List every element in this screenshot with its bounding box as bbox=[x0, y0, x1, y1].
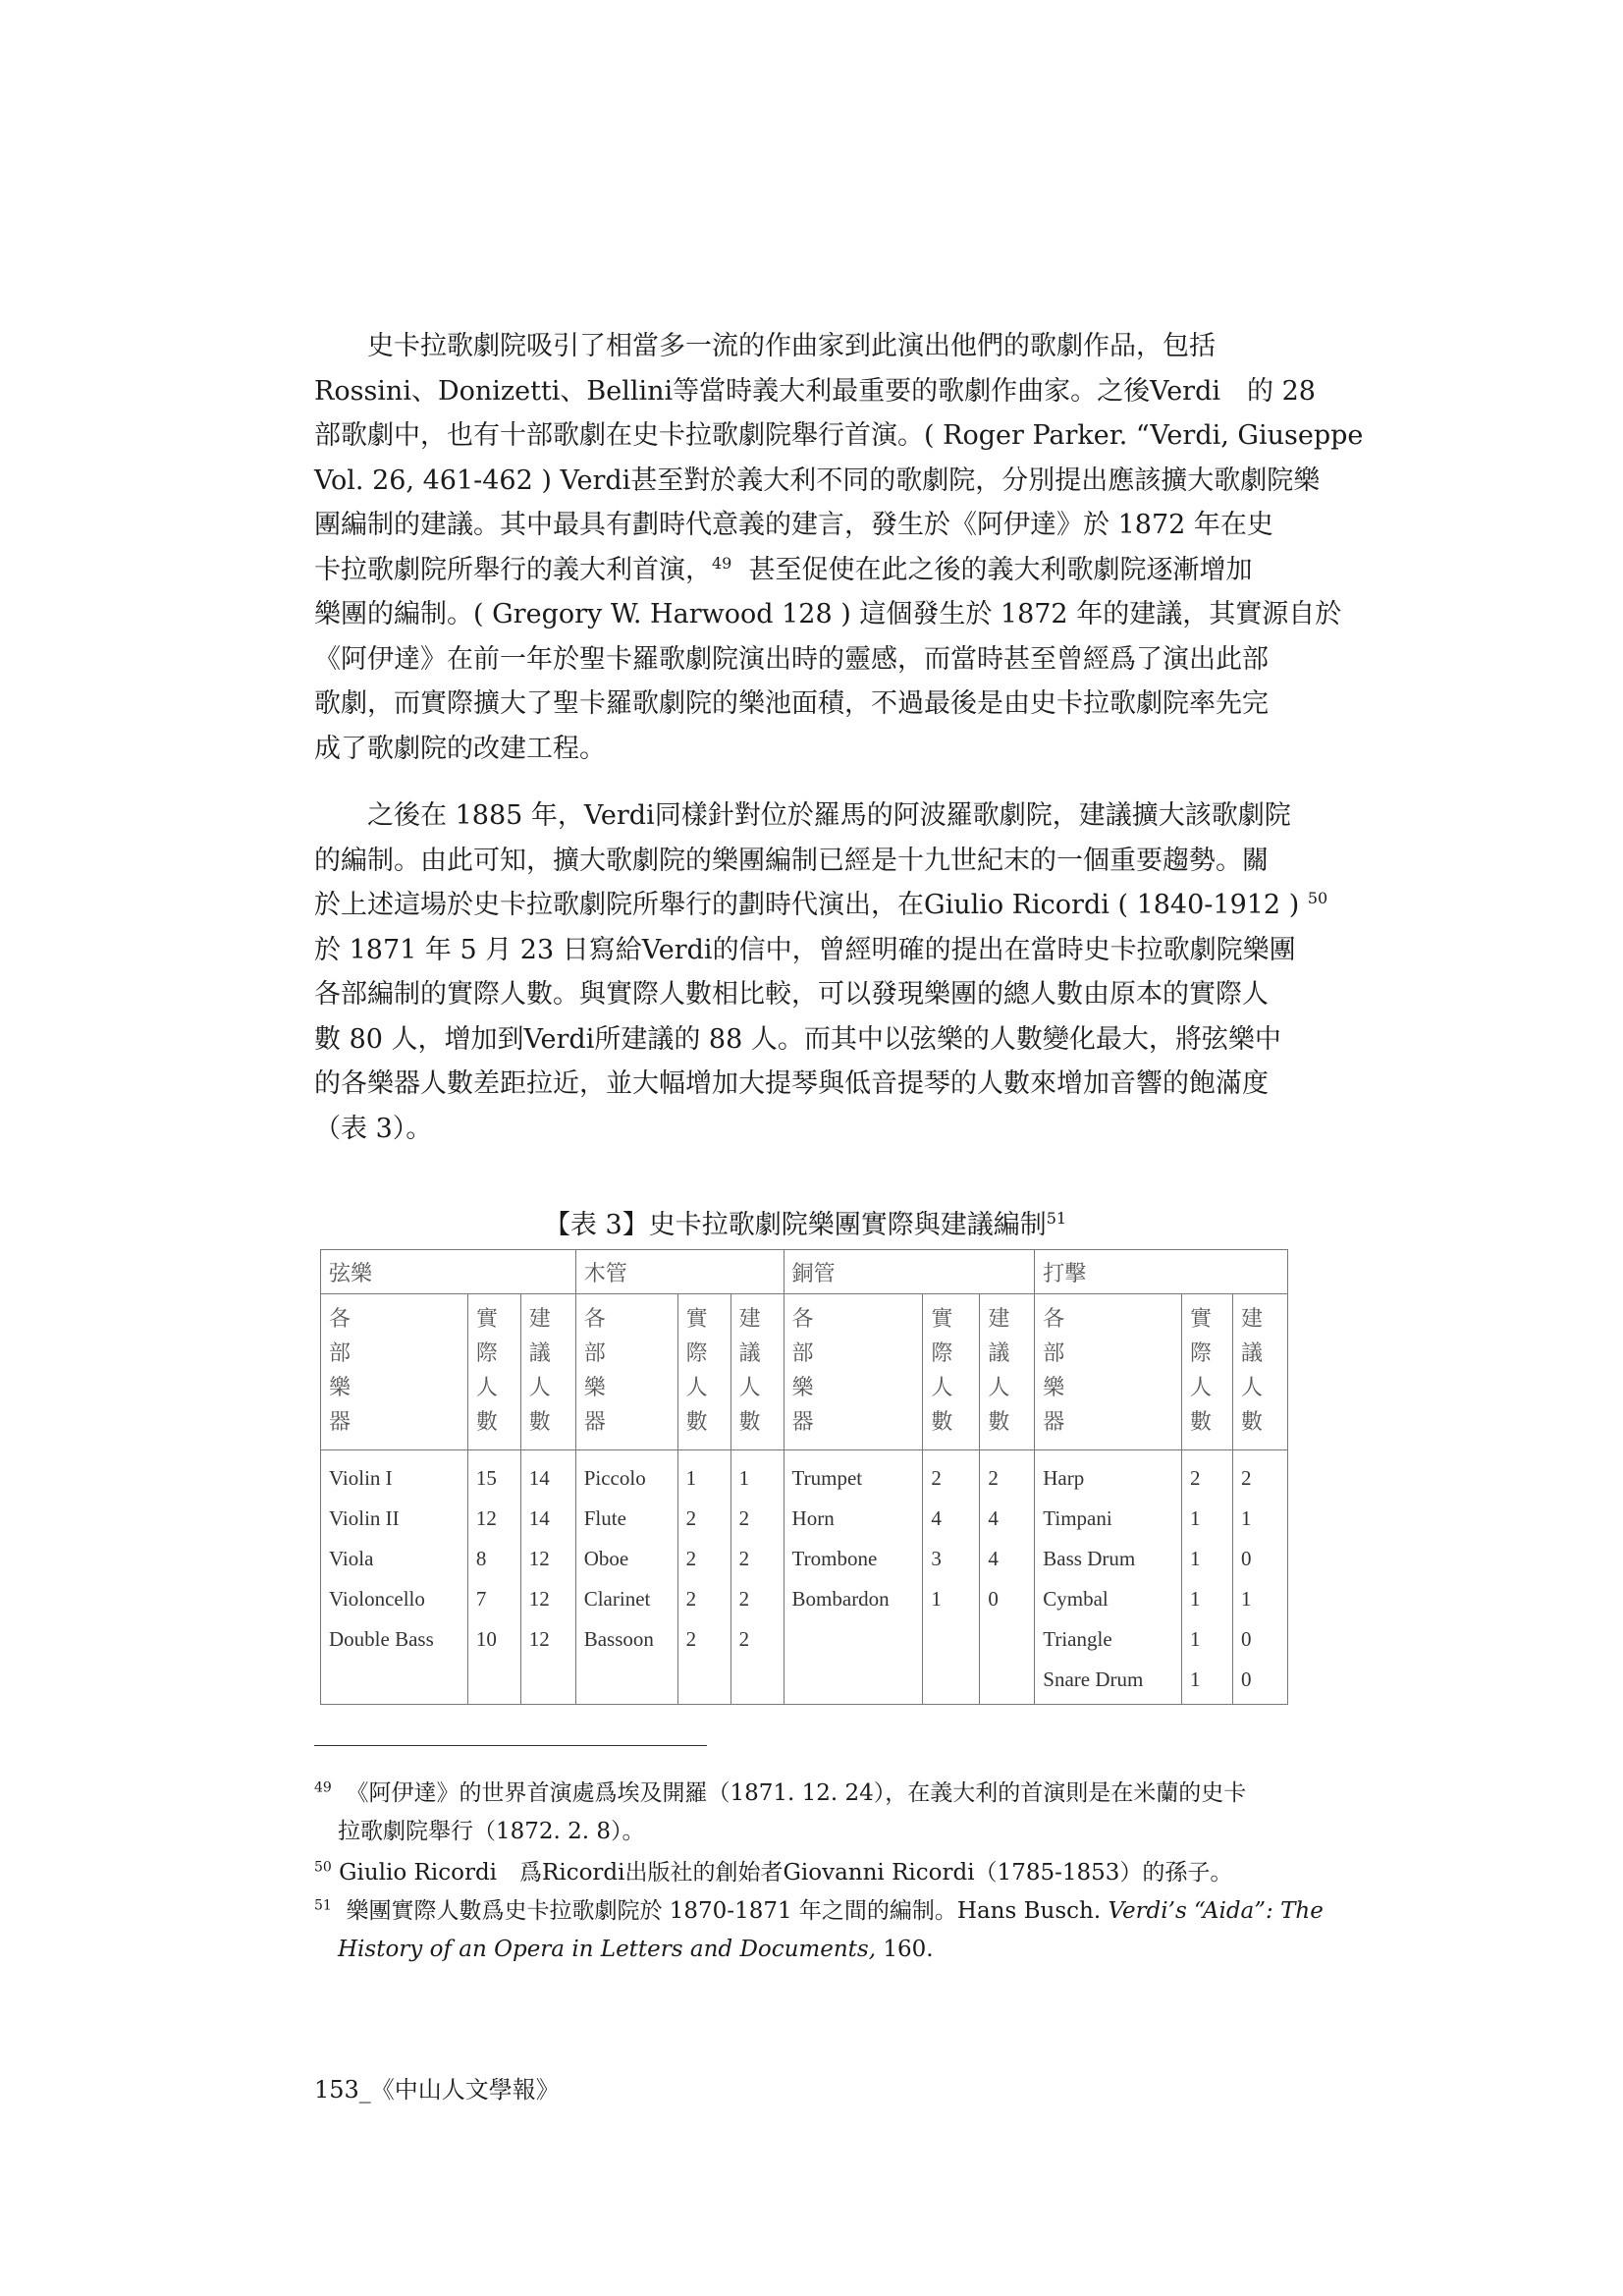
proposed-count-cell: 1 bbox=[1232, 1499, 1287, 1539]
header-char: 樂 bbox=[583, 1376, 606, 1400]
header-char: 各 bbox=[1043, 1307, 1065, 1332]
actual-count-cell: 12 bbox=[467, 1499, 520, 1539]
proposed-count-cell: 1 bbox=[1232, 1579, 1287, 1619]
header-char: 樂 bbox=[1043, 1376, 1065, 1400]
proposed-count-cell: 2 bbox=[730, 1539, 784, 1579]
actual-count-cell: 8 bbox=[467, 1539, 520, 1579]
header-char: 際 bbox=[931, 1341, 953, 1366]
header-char: 部 bbox=[329, 1341, 352, 1366]
actual-count-cell: 4 bbox=[923, 1499, 980, 1539]
header-char: 數 bbox=[988, 1410, 1010, 1435]
text-line: （表 3）。 bbox=[314, 1113, 433, 1144]
head-instrument bbox=[321, 1294, 468, 1450]
head-proposed bbox=[980, 1294, 1035, 1450]
text-line: 歌劇，而實際擴大了聖卡羅歌劇院的樂池面積，不過最後是由史卡拉歌劇院率先完 bbox=[314, 688, 1269, 719]
header-char: 數 bbox=[1190, 1410, 1213, 1435]
actual-count-cell bbox=[677, 1660, 730, 1705]
table-row bbox=[321, 1579, 1288, 1619]
header-char: 建 bbox=[738, 1307, 761, 1332]
header-char: 實 bbox=[1190, 1307, 1213, 1332]
header-char: 實 bbox=[685, 1307, 708, 1332]
proposed-count-cell: 0 bbox=[1232, 1619, 1287, 1660]
text-line bbox=[314, 883, 1328, 928]
footnote-line bbox=[314, 1892, 1324, 1931]
actual-count-cell bbox=[923, 1619, 980, 1660]
footnote-text: 《阿伊達》的世界首演處爲埃及開羅（1871. 12. 24），在義大利的首演則是在米蘭的史卡 bbox=[346, 1780, 1247, 1806]
header-char: 議 bbox=[988, 1341, 1010, 1366]
instrument-cell: Violin I bbox=[321, 1450, 468, 1500]
text-line: 各部編制的實際人數。與實際人數相比較，可以發現樂團的總人數由原本的實際人 bbox=[314, 979, 1269, 1010]
instrument-cell: Cymbal bbox=[1035, 1579, 1182, 1619]
header-char: 部 bbox=[791, 1341, 814, 1366]
footnote-number: 51 bbox=[314, 1897, 332, 1914]
proposed-count-cell: 2 bbox=[980, 1450, 1035, 1500]
text-line: 的編制。由此可知，擴大歌劇院的樂團編制已經是十九世紀末的一個重要趨勢。關 bbox=[314, 845, 1269, 876]
text-line bbox=[314, 548, 1296, 593]
header-char: 部 bbox=[583, 1341, 606, 1366]
footnote-line bbox=[314, 1931, 1296, 1969]
table-data bbox=[321, 1450, 1288, 1705]
paragraph-1 bbox=[314, 324, 1364, 771]
instrument-cell bbox=[784, 1619, 923, 1660]
head-instrument bbox=[1035, 1294, 1182, 1450]
table-row bbox=[321, 1499, 1288, 1539]
actual-count-cell: 2 bbox=[1182, 1450, 1233, 1500]
header-char: 人 bbox=[475, 1376, 498, 1400]
group-woodwinds: 木管 bbox=[575, 1250, 784, 1294]
proposed-count-cell: 12 bbox=[520, 1619, 575, 1660]
head-instrument bbox=[784, 1294, 923, 1450]
footnote-49 bbox=[314, 1775, 1296, 1851]
footnote-50 bbox=[314, 1854, 1296, 1892]
instrument-cell bbox=[575, 1660, 677, 1705]
book-title: History of an Opera in Letters and Documents, bbox=[338, 1937, 877, 1962]
header-char: 建 bbox=[988, 1307, 1010, 1332]
header-char: 器 bbox=[1043, 1410, 1065, 1435]
instrument-cell: Trombone bbox=[784, 1539, 923, 1579]
paragraph-2 bbox=[314, 793, 1328, 1151]
instrument-cell: Horn bbox=[784, 1499, 923, 1539]
table-row bbox=[321, 1619, 1288, 1660]
footnote-number: 50 bbox=[314, 1859, 332, 1876]
head-instrument bbox=[575, 1294, 677, 1450]
text-segment: 於上述這場於史卡拉歌劇院所舉行的劃時代演出，在Giulio Ricordi ( 1840-1912 ) bbox=[314, 890, 1300, 920]
actual-count-cell: 3 bbox=[923, 1539, 980, 1579]
actual-count-cell: 1 bbox=[1182, 1660, 1233, 1705]
table-caption-text: 【表 3】史卡拉歌劇院樂團實際與建議編制 bbox=[543, 1210, 1047, 1240]
instrument-cell: Oboe bbox=[575, 1539, 677, 1579]
header-char: 人 bbox=[931, 1376, 953, 1400]
header-char: 際 bbox=[1190, 1341, 1213, 1366]
proposed-count-cell bbox=[730, 1660, 784, 1705]
proposed-count-cell: 0 bbox=[980, 1579, 1035, 1619]
footnote-number: 49 bbox=[314, 1779, 332, 1796]
actual-count-cell: 2 bbox=[677, 1579, 730, 1619]
table-row bbox=[321, 1660, 1288, 1705]
actual-count-cell bbox=[467, 1660, 520, 1705]
head-actual bbox=[923, 1294, 980, 1450]
proposed-count-cell bbox=[520, 1660, 575, 1705]
text-line: 數 80 人，增加到Verdi所建議的 88 人。而其中以弦樂的人數變化最大，將弦樂中 bbox=[314, 1023, 1281, 1055]
header-char: 器 bbox=[329, 1410, 352, 1435]
header-char: 人 bbox=[685, 1376, 708, 1400]
head-proposed bbox=[1232, 1294, 1287, 1450]
actual-count-cell: 2 bbox=[677, 1499, 730, 1539]
group-strings: 弦樂 bbox=[321, 1250, 576, 1294]
instrument-cell: Double Bass bbox=[321, 1619, 468, 1660]
actual-count-cell: 1 bbox=[923, 1579, 980, 1619]
instrument-cell: Trumpet bbox=[784, 1450, 923, 1500]
header-char: 數 bbox=[528, 1410, 551, 1435]
text-line: Rossini、Donizetti、Bellini等當時義大利最重要的歌劇作曲家。之後Verdi 的 28 bbox=[314, 375, 1316, 407]
actual-count-cell: 1 bbox=[1182, 1619, 1233, 1660]
proposed-count-cell: 0 bbox=[1232, 1660, 1287, 1705]
proposed-count-cell: 14 bbox=[520, 1450, 575, 1500]
proposed-count-cell bbox=[980, 1619, 1035, 1660]
instrument-cell: Violoncello bbox=[321, 1579, 468, 1619]
instrument-cell: Harp bbox=[1035, 1450, 1182, 1500]
header-char: 人 bbox=[1190, 1376, 1213, 1400]
proposed-count-cell: 2 bbox=[730, 1499, 784, 1539]
instrument-cell bbox=[321, 1660, 468, 1705]
header-char: 器 bbox=[583, 1410, 606, 1435]
header-char: 際 bbox=[475, 1341, 498, 1366]
instrument-cell: Viola bbox=[321, 1539, 468, 1579]
header-char: 建 bbox=[1240, 1307, 1263, 1332]
page-footer: 153_《中山人文學報》 bbox=[314, 2076, 560, 2104]
column-header-row bbox=[321, 1294, 1288, 1450]
header-char: 議 bbox=[1240, 1341, 1263, 1366]
instrument-cell: Bassoon bbox=[575, 1619, 677, 1660]
proposed-count-cell: 12 bbox=[520, 1579, 575, 1619]
header-char: 部 bbox=[1043, 1341, 1065, 1366]
instrument-cell bbox=[784, 1660, 923, 1705]
proposed-count-cell bbox=[980, 1660, 1035, 1705]
proposed-count-cell: 14 bbox=[520, 1499, 575, 1539]
header-char: 議 bbox=[528, 1341, 551, 1366]
footnote-text: 樂團實際人數爲史卡拉歌劇院於 1870-1871 年之間的編制。Hans Busch. bbox=[346, 1898, 1109, 1924]
header-char: 建 bbox=[528, 1307, 551, 1332]
head-proposed bbox=[730, 1294, 784, 1450]
group-percussion: 打擊 bbox=[1035, 1250, 1288, 1294]
actual-count-cell: 1 bbox=[1182, 1539, 1233, 1579]
table-caption bbox=[314, 1203, 1296, 1241]
footnote-line: 拉歌劇院舉行（1872. 2. 8）。 bbox=[338, 1819, 645, 1844]
header-char: 數 bbox=[475, 1410, 498, 1435]
instrument-cell: Snare Drum bbox=[1035, 1660, 1182, 1705]
header-char: 器 bbox=[791, 1410, 814, 1435]
head-actual bbox=[1182, 1294, 1233, 1450]
footnote-ref-50[interactable]: 50 bbox=[1307, 889, 1328, 907]
header-char: 實 bbox=[475, 1307, 498, 1332]
text-line: 團編制的建議。其中最具有劃時代意義的建言，發生於《阿伊達》於 1872 年在史 bbox=[314, 510, 1273, 540]
footnote-divider bbox=[314, 1745, 707, 1746]
header-char: 數 bbox=[685, 1410, 708, 1435]
instrument-cell: Bass Drum bbox=[1035, 1539, 1182, 1579]
header-char: 議 bbox=[738, 1341, 761, 1366]
header-char: 各 bbox=[583, 1307, 606, 1332]
header-char: 各 bbox=[791, 1307, 814, 1332]
proposed-count-cell: 2 bbox=[730, 1579, 784, 1619]
footnote-text: 160. bbox=[876, 1937, 934, 1962]
text-line: 樂團的編制。( Gregory W. Harwood 128 ) 這個發生於 1872 年的建議，其實源自於 bbox=[314, 599, 1342, 629]
header-char: 各 bbox=[329, 1307, 352, 1332]
actual-count-cell: 2 bbox=[923, 1450, 980, 1500]
instrument-cell: Violin II bbox=[321, 1499, 468, 1539]
text-segment: 卡拉歌劇院所舉行的義大利首演， bbox=[314, 554, 712, 585]
group-brass: 銅管 bbox=[784, 1250, 1035, 1294]
proposed-count-cell: 2 bbox=[730, 1619, 784, 1660]
header-char: 人 bbox=[738, 1376, 761, 1400]
header-char: 實 bbox=[931, 1307, 953, 1332]
proposed-count-cell: 2 bbox=[1232, 1450, 1287, 1500]
footnote-line bbox=[314, 1775, 1296, 1813]
actual-count-cell: 2 bbox=[677, 1539, 730, 1579]
book-title: Verdi’s “Aida”: The bbox=[1108, 1898, 1324, 1924]
footnote-ref-49[interactable]: 49 bbox=[712, 553, 732, 573]
instrument-cell: Bombardon bbox=[784, 1579, 923, 1619]
instrument-cell: Triangle bbox=[1035, 1619, 1182, 1660]
actual-count-cell: 1 bbox=[677, 1450, 730, 1500]
text-line: Vol. 26, 461-462 ) Verdi甚至對於義大利不同的歌劇院，分別提出應該擴大歌劇院樂 bbox=[314, 465, 1321, 496]
head-actual bbox=[467, 1294, 520, 1450]
text-line: 《阿伊達》在前一年於聖卡羅歌劇院演出時的靈感，而當時甚至曾經爲了演出此部 bbox=[314, 643, 1269, 675]
header-char: 際 bbox=[685, 1341, 708, 1366]
actual-count-cell: 2 bbox=[677, 1619, 730, 1660]
text-line: 於 1871 年 5 月 23 日寫給Verdi的信中，曾經明確的提出在當時史卡拉歌劇院樂團 bbox=[314, 934, 1296, 965]
footnote-51 bbox=[314, 1892, 1324, 1969]
actual-count-cell: 15 bbox=[467, 1450, 520, 1500]
proposed-count-cell: 4 bbox=[980, 1499, 1035, 1539]
head-proposed bbox=[520, 1294, 575, 1450]
instrument-cell: Clarinet bbox=[575, 1579, 677, 1619]
actual-count-cell: 1 bbox=[1182, 1499, 1233, 1539]
header-char: 數 bbox=[1240, 1410, 1263, 1435]
header-char: 人 bbox=[1240, 1376, 1263, 1400]
head-actual bbox=[677, 1294, 730, 1450]
footnote-line bbox=[314, 1854, 1296, 1892]
proposed-count-cell: 1 bbox=[730, 1450, 784, 1500]
text-line: 的各樂器人數差距拉近，並大幅增加大提琴與低音提琴的人數來增加音響的飽滿度 bbox=[314, 1068, 1269, 1099]
actual-count-cell: 7 bbox=[467, 1579, 520, 1619]
text-segment: 甚至促使在此之後的義大利歌劇院逐漸增加 bbox=[748, 554, 1253, 585]
instrument-cell: Flute bbox=[575, 1499, 677, 1539]
header-char: 數 bbox=[738, 1410, 761, 1435]
proposed-count-cell: 4 bbox=[980, 1539, 1035, 1579]
header-char: 數 bbox=[931, 1410, 953, 1435]
instrument-cell: Piccolo bbox=[575, 1450, 677, 1500]
table-row bbox=[321, 1539, 1288, 1579]
header-char: 樂 bbox=[791, 1376, 814, 1400]
text-line: 史卡拉歌劇院吸引了相當多一流的作曲家到此演出他們的歌劇作品，包括 bbox=[367, 331, 1216, 361]
proposed-count-cell: 12 bbox=[520, 1539, 575, 1579]
footnote-text: Giulio Ricordi 爲Ricordi出版社的創始者Giovanni Ricordi（1785-1853）的孫子。 bbox=[339, 1860, 1233, 1886]
text-line: 之後在 1885 年，Verdi同樣針對位於羅馬的阿波羅歌劇院，建議擴大該歌劇院 bbox=[367, 800, 1291, 831]
table-row bbox=[321, 1450, 1288, 1500]
text-line: 部歌劇中，也有十部歌劇在史卡拉歌劇院舉行首演。( Roger Parker. “Verdi, Giuseppe bbox=[314, 420, 1364, 451]
group-header-row bbox=[321, 1250, 1288, 1294]
header-char: 人 bbox=[988, 1376, 1010, 1400]
proposed-count-cell: 0 bbox=[1232, 1539, 1287, 1579]
actual-count-cell: 1 bbox=[1182, 1579, 1233, 1619]
header-char: 樂 bbox=[329, 1376, 352, 1400]
actual-count-cell: 10 bbox=[467, 1619, 520, 1660]
footnote-ref-51[interactable]: 51 bbox=[1046, 1209, 1067, 1228]
instrument-cell: Timpani bbox=[1035, 1499, 1182, 1539]
text-line: 成了歌劇院的改建工程。 bbox=[314, 733, 606, 764]
actual-count-cell bbox=[923, 1660, 980, 1705]
orchestra-table bbox=[320, 1249, 1288, 1705]
header-char: 人 bbox=[528, 1376, 551, 1400]
